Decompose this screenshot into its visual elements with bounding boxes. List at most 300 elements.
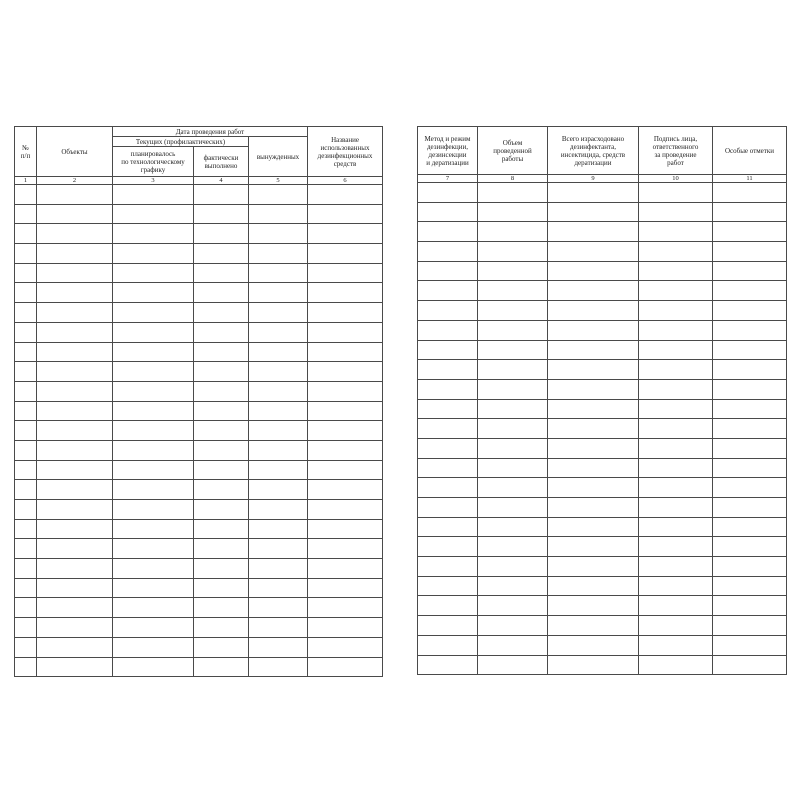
table-cell[interactable] [37,480,113,500]
table-cell[interactable] [548,537,639,557]
table-cell[interactable] [713,596,787,616]
table-cell[interactable] [478,399,548,419]
table-cell[interactable] [478,242,548,262]
table-cell[interactable] [478,537,548,557]
table-cell[interactable] [548,222,639,242]
table-cell[interactable] [713,379,787,399]
table-cell[interactable] [194,263,249,283]
table-cell[interactable] [249,303,308,323]
table-cell[interactable] [308,618,383,638]
column-number: 1 [15,177,37,185]
table-cell[interactable] [418,616,478,636]
table-cell[interactable] [37,598,113,618]
table-cell[interactable] [15,362,37,382]
table-cell[interactable] [249,185,308,205]
table-cell[interactable] [308,244,383,264]
table-cell[interactable] [37,440,113,460]
table-cell[interactable] [478,320,548,340]
table-cell[interactable] [478,202,548,222]
table-cell[interactable] [249,362,308,382]
table-cell[interactable] [418,183,478,203]
table-cell[interactable] [249,244,308,264]
table-cell[interactable] [418,635,478,655]
table-cell[interactable] [37,185,113,205]
table-cell[interactable] [639,655,713,675]
table-cell[interactable] [639,360,713,380]
table-cell[interactable] [308,283,383,303]
table-cell[interactable] [308,657,383,677]
table-cell[interactable] [194,362,249,382]
table-cell[interactable] [308,185,383,205]
table-cell[interactable] [639,557,713,577]
table-cell[interactable] [478,281,548,301]
table-cell[interactable] [249,618,308,638]
table-cell[interactable] [418,458,478,478]
table-cell[interactable] [113,519,194,539]
table-cell[interactable] [194,185,249,205]
table-cell[interactable] [308,421,383,441]
table-cell[interactable] [194,381,249,401]
table-cell[interactable] [194,421,249,441]
table-row [15,401,383,421]
table-row [418,261,787,281]
table-cell[interactable] [37,303,113,323]
table-cell[interactable] [478,557,548,577]
table-cell[interactable] [418,498,478,518]
table-cell[interactable] [639,202,713,222]
table-cell[interactable] [548,438,639,458]
table-row [15,598,383,618]
table-cell[interactable] [713,517,787,537]
table-cell[interactable] [639,399,713,419]
table-cell[interactable] [15,401,37,421]
table-cell[interactable] [418,517,478,537]
table-cell[interactable] [249,559,308,579]
table-cell[interactable] [639,261,713,281]
table-cell[interactable] [418,557,478,577]
table-cell[interactable] [548,478,639,498]
table-cell[interactable] [713,360,787,380]
table-cell[interactable] [548,616,639,636]
table-cell[interactable] [713,576,787,596]
table-cell[interactable] [713,399,787,419]
table-cell[interactable] [249,204,308,224]
table-cell[interactable] [713,242,787,262]
table-cell[interactable] [113,263,194,283]
table-cell[interactable] [713,557,787,577]
table-cell[interactable] [194,322,249,342]
table-cell[interactable] [194,440,249,460]
table-cell[interactable] [713,498,787,518]
table-cell[interactable] [713,438,787,458]
table-cell[interactable] [15,618,37,638]
table-cell[interactable] [548,360,639,380]
table-cell[interactable] [418,655,478,675]
table-cell[interactable] [478,478,548,498]
table-cell[interactable] [194,401,249,421]
table-cell[interactable] [308,362,383,382]
table-row [15,322,383,342]
table-cell[interactable] [194,204,249,224]
table-cell[interactable] [548,261,639,281]
table-cell[interactable] [37,519,113,539]
table-cell[interactable] [249,283,308,303]
table-cell[interactable] [478,438,548,458]
table-cell[interactable] [249,460,308,480]
table-row [418,340,787,360]
table-cell[interactable] [37,224,113,244]
header-method: Метод и режим дезинфекции, дезинсекции и дератизации [418,127,478,175]
table-cell[interactable] [15,637,37,657]
table-row [15,362,383,382]
table-cell[interactable] [113,460,194,480]
table-cell[interactable] [113,322,194,342]
table-row [418,635,787,655]
table-cell[interactable] [113,500,194,520]
table-cell[interactable] [15,263,37,283]
table-cell[interactable] [548,557,639,577]
table-cell[interactable] [37,460,113,480]
table-cell[interactable] [15,283,37,303]
table-cell[interactable] [639,281,713,301]
table-cell[interactable] [308,303,383,323]
table-cell[interactable] [639,635,713,655]
table-cell[interactable] [194,637,249,657]
table-cell[interactable] [113,303,194,323]
table-cell[interactable] [194,283,249,303]
table-cell[interactable] [548,340,639,360]
table-cell[interactable] [308,480,383,500]
table-row [418,616,787,636]
table-cell[interactable] [418,340,478,360]
table-cell[interactable] [713,340,787,360]
table-cell[interactable] [548,399,639,419]
table-cell[interactable] [308,519,383,539]
table-cell[interactable] [194,303,249,323]
table-row [15,244,383,264]
table-cell[interactable] [548,458,639,478]
table-cell[interactable] [713,222,787,242]
table-cell[interactable] [37,539,113,559]
table-cell[interactable] [713,202,787,222]
table-cell[interactable] [15,421,37,441]
table-cell[interactable] [37,421,113,441]
right-journal-table [417,126,787,675]
table-cell[interactable] [194,500,249,520]
table-cell[interactable] [418,261,478,281]
table-cell[interactable] [478,340,548,360]
table-cell[interactable] [113,381,194,401]
table-cell[interactable] [478,419,548,439]
table-cell[interactable] [15,460,37,480]
table-cell[interactable] [113,283,194,303]
table-cell[interactable] [15,381,37,401]
table-cell[interactable] [37,244,113,264]
table-cell[interactable] [713,635,787,655]
table-cell[interactable] [37,637,113,657]
table-cell[interactable] [37,204,113,224]
table-cell[interactable] [249,322,308,342]
table-cell[interactable] [249,519,308,539]
table-cell[interactable] [713,616,787,636]
table-cell[interactable] [639,537,713,557]
table-cell[interactable] [15,303,37,323]
table-cell[interactable] [113,559,194,579]
table-cell[interactable] [418,301,478,321]
table-cell[interactable] [37,283,113,303]
table-cell[interactable] [249,440,308,460]
table-cell[interactable] [478,616,548,636]
table-cell[interactable] [639,242,713,262]
table-cell[interactable] [308,500,383,520]
table-cell[interactable] [418,281,478,301]
table-row [15,263,383,283]
table-cell[interactable] [37,578,113,598]
table-cell[interactable] [249,224,308,244]
table-cell[interactable] [113,578,194,598]
table-cell[interactable] [194,618,249,638]
table-cell[interactable] [478,183,548,203]
table-cell[interactable] [548,301,639,321]
table-cell[interactable] [478,360,548,380]
table-cell[interactable] [15,480,37,500]
table-cell[interactable] [548,379,639,399]
table-cell[interactable] [15,342,37,362]
left-table-body [15,185,383,677]
table-cell[interactable] [308,224,383,244]
table-cell[interactable] [194,598,249,618]
table-cell[interactable] [308,637,383,657]
table-cell[interactable] [713,419,787,439]
table-cell[interactable] [194,342,249,362]
table-cell[interactable] [113,618,194,638]
table-cell[interactable] [15,598,37,618]
table-cell[interactable] [308,460,383,480]
table-cell[interactable] [194,539,249,559]
table-cell[interactable] [308,578,383,598]
table-cell[interactable] [418,419,478,439]
table-cell[interactable] [194,657,249,677]
column-number: 10 [639,175,713,183]
table-cell[interactable] [418,399,478,419]
table-row [418,360,787,380]
table-cell[interactable] [37,342,113,362]
table-cell[interactable] [308,204,383,224]
table-cell[interactable] [194,559,249,579]
table-cell[interactable] [478,635,548,655]
left-journal-table [14,126,383,677]
table-cell[interactable] [478,576,548,596]
header-volume: Объем проведенной работы [478,127,548,175]
table-cell[interactable] [249,342,308,362]
table-cell[interactable] [113,244,194,264]
table-cell[interactable] [308,263,383,283]
table-cell[interactable] [478,596,548,616]
table-cell[interactable] [639,438,713,458]
table-cell[interactable] [113,342,194,362]
table-cell[interactable] [113,657,194,677]
table-cell[interactable] [639,301,713,321]
table-cell[interactable] [548,576,639,596]
table-cell[interactable] [194,480,249,500]
table-cell[interactable] [713,320,787,340]
table-cell[interactable] [418,537,478,557]
table-cell[interactable] [478,655,548,675]
table-cell[interactable] [418,360,478,380]
table-cell[interactable] [478,301,548,321]
table-cell[interactable] [418,320,478,340]
table-cell[interactable] [15,539,37,559]
table-cell[interactable] [548,320,639,340]
table-row [418,478,787,498]
table-cell[interactable] [15,440,37,460]
table-cell[interactable] [15,224,37,244]
table-cell[interactable] [418,576,478,596]
table-cell[interactable] [113,401,194,421]
table-cell[interactable] [713,301,787,321]
table-cell[interactable] [15,657,37,677]
table-cell[interactable] [548,498,639,518]
table-cell[interactable] [639,222,713,242]
table-cell[interactable] [418,478,478,498]
table-cell[interactable] [15,244,37,264]
table-cell[interactable] [15,185,37,205]
table-cell[interactable] [249,381,308,401]
table-cell[interactable] [113,185,194,205]
table-cell[interactable] [548,419,639,439]
table-cell[interactable] [418,379,478,399]
header-notes: Особые отметки [713,127,787,175]
table-cell[interactable] [548,281,639,301]
table-cell[interactable] [548,596,639,616]
table-cell[interactable] [418,202,478,222]
table-cell[interactable] [15,578,37,598]
table-cell[interactable] [37,401,113,421]
table-cell[interactable] [113,421,194,441]
table-cell[interactable] [548,183,639,203]
table-cell[interactable] [113,637,194,657]
table-cell[interactable] [249,578,308,598]
table-cell[interactable] [478,222,548,242]
table-cell[interactable] [639,458,713,478]
table-cell[interactable] [308,322,383,342]
table-cell[interactable] [113,539,194,559]
table-cell[interactable] [548,202,639,222]
table-cell[interactable] [113,362,194,382]
table-cell[interactable] [37,322,113,342]
table-cell[interactable] [478,498,548,518]
table-cell[interactable] [639,379,713,399]
table-cell[interactable] [418,596,478,616]
table-cell[interactable] [308,381,383,401]
table-cell[interactable] [249,539,308,559]
table-cell[interactable] [15,500,37,520]
table-cell[interactable] [15,519,37,539]
table-cell[interactable] [639,478,713,498]
column-number: 11 [713,175,787,183]
table-cell[interactable] [249,500,308,520]
table-cell[interactable] [37,657,113,677]
table-row [418,242,787,262]
table-cell[interactable] [639,320,713,340]
table-cell[interactable] [113,224,194,244]
table-cell[interactable] [15,559,37,579]
table-cell[interactable] [113,598,194,618]
table-cell[interactable] [37,381,113,401]
table-cell[interactable] [548,655,639,675]
table-cell[interactable] [249,598,308,618]
table-cell[interactable] [478,458,548,478]
table-cell[interactable] [249,657,308,677]
table-cell[interactable] [194,460,249,480]
table-cell[interactable] [418,242,478,262]
table-cell[interactable] [194,224,249,244]
table-row [418,438,787,458]
table-cell[interactable] [639,576,713,596]
table-cell[interactable] [713,281,787,301]
table-cell[interactable] [713,655,787,675]
table-cell[interactable] [37,500,113,520]
table-cell[interactable] [639,596,713,616]
table-cell[interactable] [713,183,787,203]
table-cell[interactable] [249,480,308,500]
table-cell[interactable] [639,183,713,203]
table-cell[interactable] [639,340,713,360]
table-cell[interactable] [548,635,639,655]
table-cell[interactable] [308,598,383,618]
table-cell[interactable] [478,379,548,399]
table-cell[interactable] [308,539,383,559]
table-cell[interactable] [478,261,548,281]
table-cell[interactable] [37,263,113,283]
table-cell[interactable] [639,616,713,636]
table-cell[interactable] [418,438,478,458]
table-cell[interactable] [37,559,113,579]
table-cell[interactable] [249,421,308,441]
table-cell[interactable] [249,401,308,421]
table-cell[interactable] [194,578,249,598]
table-cell[interactable] [113,204,194,224]
table-cell[interactable] [308,559,383,579]
table-cell[interactable] [15,204,37,224]
table-cell[interactable] [15,322,37,342]
table-cell[interactable] [308,401,383,421]
table-cell[interactable] [418,222,478,242]
table-cell[interactable] [194,519,249,539]
table-cell[interactable] [249,263,308,283]
table-cell[interactable] [639,517,713,537]
table-cell[interactable] [639,498,713,518]
table-cell[interactable] [113,440,194,460]
table-cell[interactable] [639,419,713,439]
table-cell[interactable] [113,480,194,500]
table-cell[interactable] [308,440,383,460]
table-cell[interactable] [37,362,113,382]
table-row [418,655,787,675]
header-date-group: Дата проведения работ [113,127,308,137]
table-cell[interactable] [548,517,639,537]
table-cell[interactable] [713,537,787,557]
table-cell[interactable] [713,261,787,281]
table-cell[interactable] [548,242,639,262]
table-cell[interactable] [37,618,113,638]
table-cell[interactable] [713,458,787,478]
table-cell[interactable] [308,342,383,362]
table-cell[interactable] [713,478,787,498]
table-cell[interactable] [249,637,308,657]
table-cell[interactable] [194,244,249,264]
table-cell[interactable] [478,517,548,537]
